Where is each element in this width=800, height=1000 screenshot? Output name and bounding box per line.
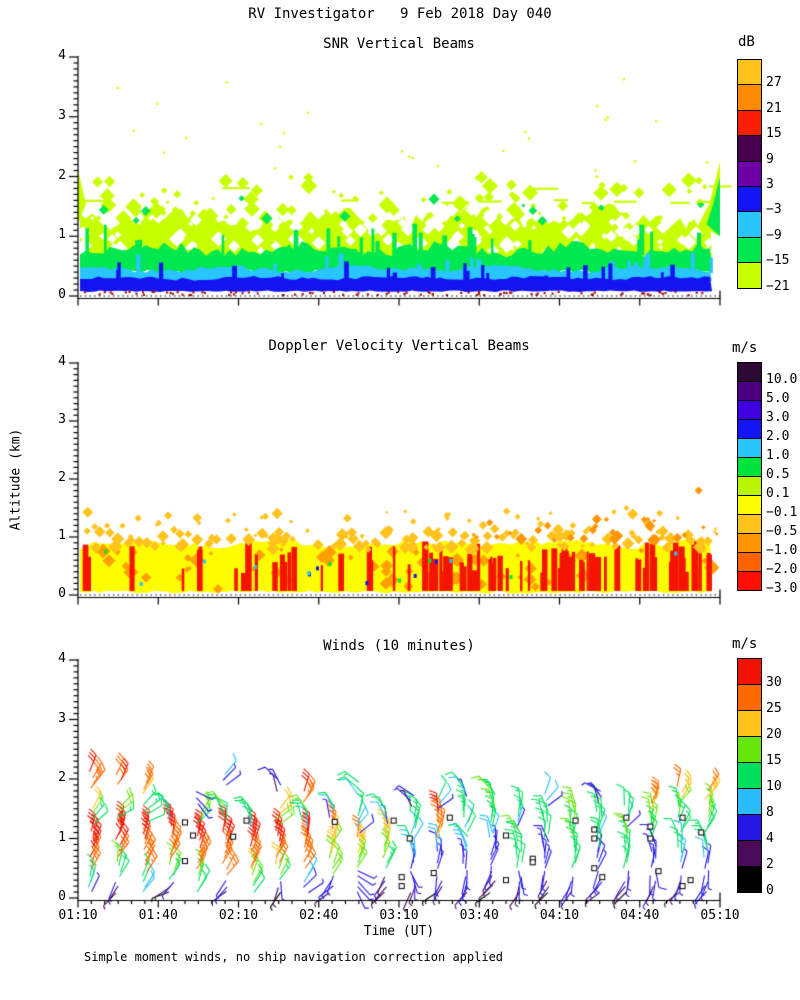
colorbar-snr-units: dB [738, 34, 755, 50]
y-tick-label: 1 [58, 227, 66, 243]
colorbar-segment [737, 161, 762, 187]
colorbar-segment [737, 840, 762, 867]
panel-snr-title: SNR Vertical Beams [323, 36, 475, 52]
x-tick-label: 05:10 [700, 908, 740, 923]
x-tick-label: 04:40 [620, 908, 660, 923]
colorbar-segment [737, 495, 762, 515]
colorbar-tick-label: −3.0 [766, 581, 798, 596]
colorbar-segment [737, 658, 762, 685]
colorbar-tick-label: 30 [766, 675, 782, 690]
x-tick-label: 01:10 [58, 908, 98, 923]
x-axis-label: Time (UT) [363, 924, 435, 939]
colorbar-segment [737, 866, 762, 893]
colorbar-segment [737, 814, 762, 841]
y-tick-label: 3 [58, 107, 66, 123]
colorbar-tick-label: 2 [766, 857, 774, 872]
colorbar-segment [737, 59, 762, 85]
colorbar-tick-label: 27 [766, 75, 782, 91]
colorbar-tick-label: 0.1 [766, 486, 790, 501]
colorbar-tick-label: 3.0 [766, 410, 790, 425]
y-tick-label: 0 [58, 287, 66, 302]
colorbar-tick-label: 2.0 [766, 429, 790, 444]
colorbar-tick-label: 25 [766, 701, 782, 716]
y-axis-label: Altitude (km) [8, 428, 24, 531]
colorbar-tick-label: 9 [766, 151, 774, 167]
y-tick-label: 2 [58, 167, 66, 183]
y-tick-label: 4 [58, 651, 66, 666]
colorbar-tick-label: −1.0 [766, 543, 798, 558]
page-title: RV Investigator 9 Feb 2018 Day 040 [248, 6, 552, 22]
colorbar-segment [737, 762, 762, 789]
colorbar-tick-label: 8 [766, 805, 774, 820]
colorbar-tick-label: −2.0 [766, 562, 798, 577]
colorbar-segment [737, 710, 762, 737]
footnote: Simple moment winds, no ship navigation correction applied [84, 950, 504, 964]
y-tick-label: 2 [58, 770, 66, 785]
colorbar-tick-label: 5.0 [766, 391, 790, 406]
colorbar-segment [737, 262, 762, 288]
x-tick-label: 01:40 [138, 908, 178, 923]
colorbar-segment [737, 211, 762, 237]
colorbar-tick-label: 15 [766, 126, 782, 142]
colorbar-tick-label: 3 [766, 177, 774, 192]
colorbar-segment [737, 400, 762, 420]
y-tick-label: 4 [58, 354, 66, 369]
colorbar-segment [737, 476, 762, 496]
colorbar-tick-label: 15 [766, 753, 782, 768]
y-tick-label: 3 [58, 412, 66, 427]
colorbar-segment [737, 514, 762, 534]
colorbar-winds-units: m/s [732, 636, 758, 652]
x-tick-label: 02:40 [299, 908, 339, 923]
colorbar-segment [737, 684, 762, 711]
colorbar-segment [737, 362, 762, 382]
colorbar-tick-label: −3 [766, 202, 782, 218]
colorbar-segment [737, 381, 762, 401]
colorbar-segment [737, 84, 762, 110]
colorbar-segment [737, 186, 762, 212]
colorbar-segment [737, 237, 762, 263]
panel-doppler-title: Doppler Velocity Vertical Beams [268, 338, 530, 354]
x-tick-label: 03:10 [379, 908, 419, 923]
colorbar-segment [737, 788, 762, 815]
colorbar-segment [737, 736, 762, 763]
colorbar-tick-label: −9 [766, 227, 782, 243]
colorbar-tick-label: −21 [766, 278, 790, 294]
y-tick-label: 2 [58, 470, 66, 485]
colorbar-tick-label: 20 [766, 727, 782, 742]
colorbar-segment [737, 533, 762, 553]
y-tick-label: 0 [58, 586, 66, 601]
x-tick-label: 04:10 [539, 908, 580, 923]
colorbar-tick-label: 0 [766, 883, 774, 898]
colorbar-segment [737, 438, 762, 458]
colorbar-segment [737, 552, 762, 572]
y-tick-label: 4 [58, 48, 66, 63]
colorbar-tick-label: 10.0 [766, 372, 798, 387]
colorbar-segment [737, 110, 762, 136]
colorbar-tick-label: 4 [766, 831, 774, 846]
y-tick-label: 1 [58, 829, 66, 845]
colorbar-tick-label: −15 [766, 253, 790, 269]
colorbar-doppler-units: m/s [732, 340, 758, 356]
y-tick-label: 0 [58, 889, 66, 904]
colorbar-segment [737, 457, 762, 477]
y-tick-label: 3 [58, 710, 66, 726]
colorbar-tick-label: −0.1 [766, 505, 798, 520]
colorbar-segment [737, 419, 762, 439]
colorbar-tick-label: 1.0 [766, 448, 790, 463]
colorbar-segment [737, 571, 762, 591]
x-tick-label: 03:40 [459, 908, 499, 923]
colorbar-tick-label: −0.5 [766, 524, 798, 539]
colorbar-segment [737, 135, 762, 161]
panel-winds-title: Winds (10 minutes) [323, 638, 475, 654]
y-tick-label: 1 [58, 528, 66, 543]
x-tick-label: 02:10 [218, 908, 259, 923]
colorbar-tick-label: 0.5 [766, 467, 790, 482]
colorbar-tick-label: 21 [766, 100, 782, 116]
colorbar-tick-label: 10 [766, 779, 782, 794]
